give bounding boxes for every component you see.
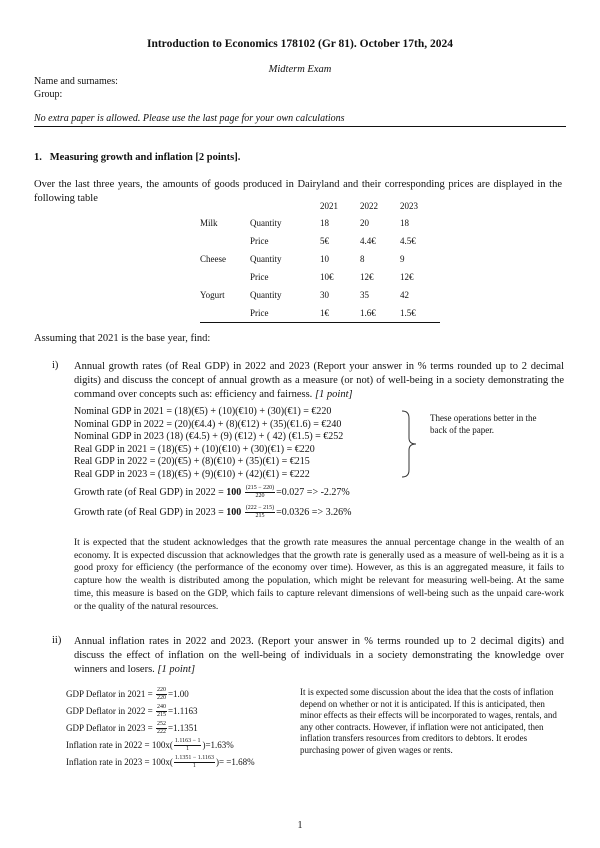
value-cell: 9 [400, 254, 405, 264]
right-brace-icon [400, 410, 420, 478]
year-header: 2023 [400, 200, 418, 211]
fraction-denominator: 1 [186, 746, 190, 753]
calc-line: Nominal GDP in 2022 = (20)(€4.4) + (8)(€12) + (35)(€1.6) = €240 [74, 418, 342, 430]
fraction-numerator: (222 − 215) [245, 505, 275, 512]
deflator-label: GDP Deflator in 2021 = [66, 689, 155, 699]
value-cell: 10€ [320, 272, 334, 282]
inflation-factor: 100x( [151, 757, 173, 767]
good-cell [200, 232, 250, 250]
value-cell: 12€ [400, 272, 414, 282]
deflator-result: =1.1163 [167, 706, 198, 716]
value-cell: 4.4€ [360, 236, 376, 246]
good-cell: Yogurt [200, 290, 225, 300]
name-label: Name and surnames: [34, 76, 118, 87]
year-header: 2021 [320, 200, 338, 211]
deflator-line [66, 720, 306, 737]
inflation-fraction [174, 755, 215, 770]
growth-fraction [245, 485, 275, 500]
question-text [74, 635, 564, 677]
measure-cell: Quantity [250, 254, 282, 264]
fraction-denominator: 215 [156, 712, 166, 719]
growth-factor: 100 [226, 487, 242, 498]
inflation-fraction [174, 738, 202, 753]
table-row [200, 286, 440, 304]
deflator-fraction [156, 704, 167, 719]
value-cell: 1€ [320, 304, 360, 323]
calc-line: Nominal GDP in 2023 (18) (€4.5) + (9) (€12) + ( 42) (€1.5) = €252 [74, 431, 344, 442]
paper-notice: No extra paper is allowed. Please use the last page for your own calculations [34, 113, 345, 124]
value-cell: 30 [320, 290, 329, 300]
good-cell: Milk [200, 218, 218, 228]
measure-cell: Price [250, 236, 269, 246]
growth-fraction [245, 505, 275, 520]
fraction-numerator: 240 [156, 704, 166, 711]
exam-title: Introduction to Economics 178102 (Gr 81). October 17th, 2024 [146, 38, 454, 50]
exam-subtitle: Midterm Exam [268, 64, 332, 75]
value-cell: 35 [360, 290, 369, 300]
fraction-denominator: 222 [156, 729, 166, 736]
value-cell: 18 [400, 218, 409, 228]
deflator-fraction [156, 721, 167, 736]
fraction-numerator: (215 − 220) [245, 485, 275, 492]
value-cell: 20 [360, 218, 369, 228]
value-cell: 18 [320, 218, 329, 228]
fraction-numerator: 1.1351 − 1.1163 [174, 755, 214, 762]
deflator-line [66, 686, 306, 703]
inflation-line [66, 754, 306, 771]
section-number: 1. [34, 152, 42, 163]
good-cell [200, 304, 250, 323]
fraction-denominator: 215 [255, 513, 265, 520]
growth-label: Growth rate (of Real GDP) in 2022 = [74, 487, 227, 498]
deflator-fraction [156, 687, 167, 702]
inflation-factor: 100x( [151, 740, 173, 750]
inflation-result: )=1.63% [202, 740, 234, 750]
inflation-answer: It is expected some discussion about the idea that the costs of inflation depend on whether or not it is anticipated. If this is anticipated, then minor effects as their effects will be incorporated to wages, rentals, and any other contracts. However, if inflation were not anticipated, then inflation transfers resources from creditors to debtors. It erodes purchasing power of given wages or rents. [300, 687, 557, 755]
growth-line [74, 503, 454, 523]
growth-result: =0.0326 => 3.26% [276, 507, 352, 518]
page-number: 1 [297, 820, 303, 831]
measure-cell: Price [250, 272, 269, 282]
inflation-label: Inflation rate in 2022 = [66, 740, 152, 750]
value-cell: 5€ [320, 236, 329, 246]
good-cell: Cheese [200, 254, 226, 264]
fraction-numerator: 220 [156, 687, 166, 694]
gdp-calculations [74, 406, 414, 481]
table-row [200, 250, 440, 268]
growth-result: =0.027 => -2.27% [276, 487, 350, 498]
growth-line [74, 483, 454, 503]
fraction-numerator: 252 [156, 721, 166, 728]
question-body: Annual inflation rates in 2022 and 2023. (Report your answer in % terms rounded up to 2 decimal digits) and discuss the effect of inflation on the well-being of individuals in a society demonstrating the knowledge over winners and losers. [74, 636, 564, 675]
deflator-calculations [66, 686, 306, 771]
side-note: These operations better in the back of the paper. [430, 413, 537, 435]
base-year-note: Assuming that 2021 is the base year, find: [34, 333, 211, 344]
value-cell: 12€ [360, 272, 374, 282]
question-points: [1 point] [314, 389, 353, 400]
table-row [200, 232, 440, 250]
growth-factor: 100 [226, 507, 242, 518]
fraction-numerator: 1.1163 − 1 [174, 738, 201, 745]
value-cell: 4.5€ [400, 236, 416, 246]
growth-answer: It is expected that the student acknowledges that the growth rate measures the annual percentage change in the wealth of an economy. It is expected discussion that acknowledges that the growth rate is generally used as a measure of well-being as it is a good proxy for efficiency (the performance of the economy over time). However, as this is an aggregated measure, it fails to capture how the wealth is distributed among the population, which might be relevant for measuring well-being. At the same time, this measure is based on the GDP, which fails to capture relevant dimensions of well-being such as the unpaid care-work or the quality of the natural resources. [74, 538, 564, 612]
table-header-row [200, 197, 440, 214]
header-divider [34, 126, 566, 127]
measure-cell: Price [250, 304, 320, 323]
fraction-denominator: 220 [156, 695, 166, 702]
question-body: Annual growth rates (of Real GDP) in 2022 and 2023 (Report your answer in % terms rounded up to 2 decimal digits) and discuss the concept of annual growth as a measure (or not) of well-being in a society demonstrating the command over concepts such as: efficiency and fairness. [74, 361, 564, 400]
value-cell: 10 [320, 254, 329, 264]
year-header: 2022 [360, 200, 378, 211]
fraction-denominator: 220 [255, 493, 265, 500]
value-cell: 1.5€ [400, 304, 440, 323]
group-label: Group: [34, 89, 63, 100]
section-title: Measuring growth and inflation [2 points]. [49, 152, 241, 163]
deflator-label: GDP Deflator in 2022 = [66, 706, 155, 716]
good-cell [200, 268, 250, 286]
calc-line: Nominal GDP in 2021 = (18)(€5) + (10)(€10) + (30)(€1) = €220 [74, 406, 332, 417]
question-label: i) [52, 360, 59, 371]
table-row [200, 268, 440, 286]
inflation-label: Inflation rate in 2023 = [66, 757, 152, 767]
value-cell: 1.6€ [360, 304, 400, 323]
growth-label: Growth rate (of Real GDP) in 2023 = [74, 507, 227, 518]
calc-line: Real GDP in 2023 = (18)(€5) + (9)(€10) + (42)(€1) = €222 [74, 468, 310, 480]
growth-calculations [74, 483, 454, 523]
calc-line: Real GDP in 2021 = (18)(€5) + (10)(€10) + (30)(€1) = €220 [74, 443, 315, 455]
deflator-result: =1.1351 [167, 723, 198, 733]
value-cell: 8 [360, 254, 365, 264]
deflator-label: GDP Deflator in 2023 = [66, 723, 155, 733]
section-intro: Over the last three years, the amounts of goods produced in Dairyland and their corresponding prices are displayed in the following table [34, 179, 562, 204]
question-points: [1 point] [157, 664, 196, 675]
section-heading [34, 152, 240, 163]
table-row [200, 214, 440, 232]
inflation-result: )= =1.68% [215, 757, 255, 767]
fraction-denominator: 1 [192, 763, 196, 770]
calc-line: Real GDP in 2022 = (20)(€5) + (8)(€10) + (35)(€1) = €215 [74, 456, 310, 467]
value-cell: 42 [400, 290, 409, 300]
question-text [74, 360, 564, 402]
deflator-result: =1.00 [167, 689, 189, 699]
measure-cell: Quantity [250, 218, 282, 228]
deflator-line [66, 703, 306, 720]
inflation-line [66, 737, 306, 754]
goods-table [200, 197, 440, 323]
table-row [200, 304, 440, 323]
measure-cell: Quantity [250, 290, 282, 300]
question-label: ii) [52, 635, 62, 646]
